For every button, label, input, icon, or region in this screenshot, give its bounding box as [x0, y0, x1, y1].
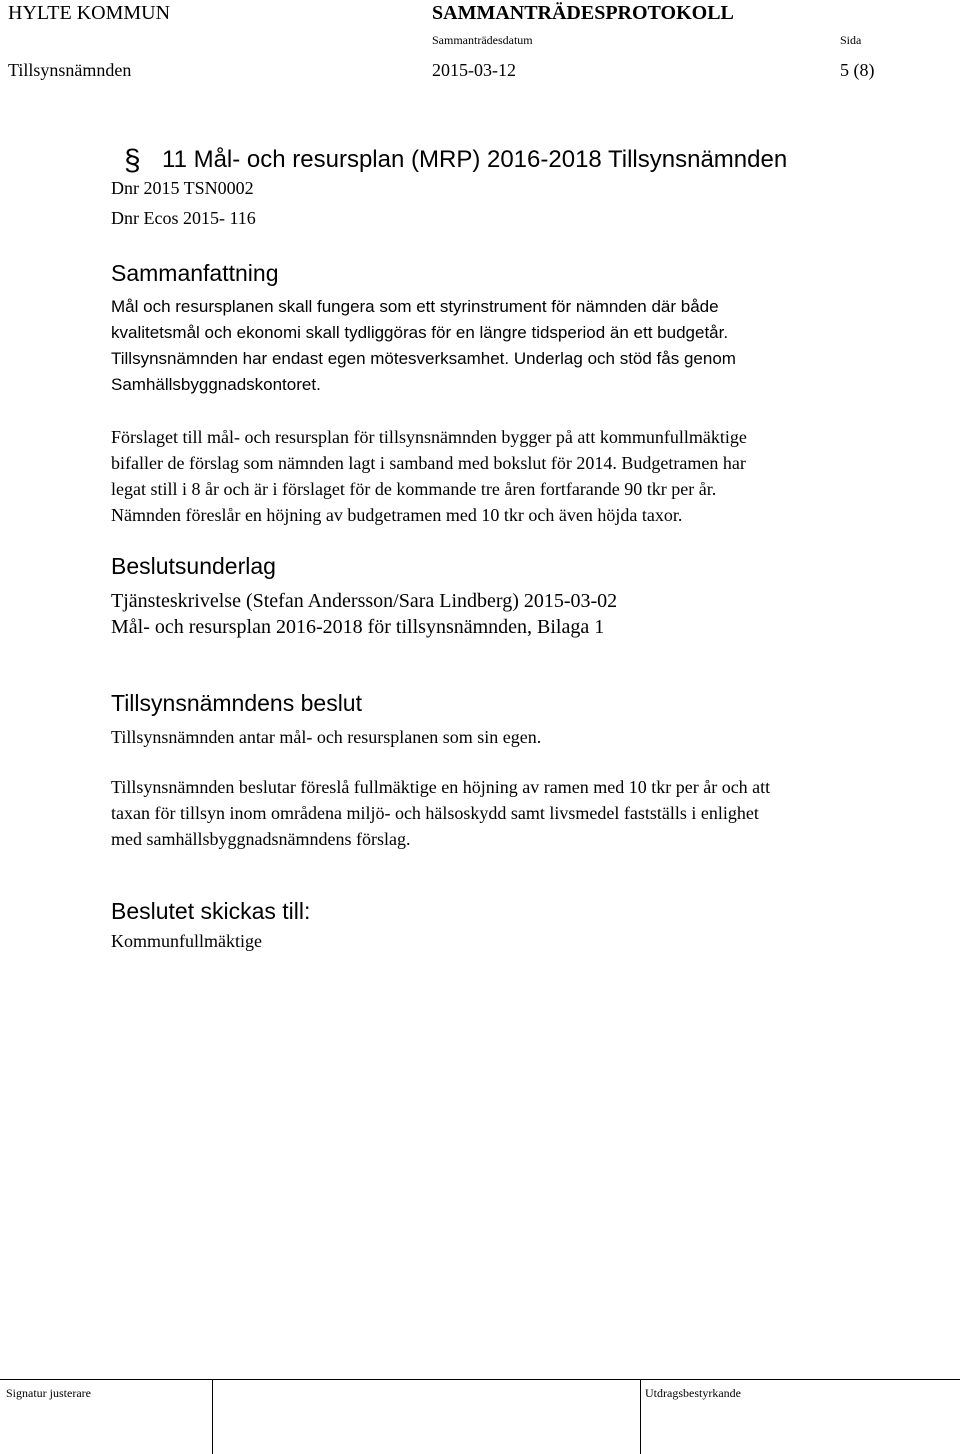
- skickas-heading: Beslutet skickas till:: [111, 898, 311, 924]
- document-reference: Tjänsteskrivelse (Stefan Andersson/Sara Lindberg) 2015-03-02: [111, 590, 618, 612]
- dnr-ecos-number: Dnr Ecos 2015- 116: [111, 208, 256, 228]
- text-line: kvalitetsmål och ekonomi skall tydliggöras för en längre tidsperiod än ett budgetår.: [111, 323, 729, 342]
- text-line: Tillsynsnämnden antar mål- och resursplanen som sin egen.: [111, 727, 542, 747]
- text-line: bifaller de förslag som nämnden lagt i samband med bokslut för 2014. Budgetramen har: [111, 453, 746, 473]
- meeting-date: 2015-03-12: [432, 60, 516, 80]
- sammanfattning-heading: Sammanfattning: [111, 260, 279, 286]
- footer-divider: [640, 1379, 641, 1454]
- footer-rule: [0, 1379, 960, 1380]
- beslutsunderlag-list: [111, 588, 941, 640]
- sammanfattning-paragraph-2: [111, 424, 941, 528]
- page-number: 5 (8): [840, 60, 875, 80]
- text-line: Tillsynsnämnden har endast egen mötesverksamhet. Underlag och stöd fås genom: [111, 349, 736, 368]
- recipient: Kommunfullmäktige: [111, 931, 262, 951]
- beslut-paragraph-2: [111, 774, 941, 852]
- text-line: Samhällsbyggnadskontoret.: [111, 375, 321, 394]
- meeting-date-label: Sammanträdesdatum: [432, 33, 533, 47]
- document-reference: Mål- och resursplan 2016-2018 för tillsynsnämnden, Bilaga 1: [111, 616, 605, 638]
- document-title: SAMMANTRÄDESPROTOKOLL: [432, 2, 734, 24]
- text-line: taxan för tillsyn inom områdena miljö- och hälsoskydd samt livsmedel fastställs i enlighet: [111, 803, 759, 823]
- beslut-heading: Tillsynsnämndens beslut: [111, 690, 362, 716]
- signature-label: Signatur justerare: [6, 1386, 91, 1400]
- beslutsunderlag-heading: Beslutsunderlag: [111, 553, 276, 579]
- section-title: 11 Mål- och resursplan (MRP) 2016-2018 Tillsynsnämnden: [162, 146, 788, 173]
- sammanfattning-paragraph-1: [111, 294, 941, 398]
- text-line: med samhällsbyggnadsnämndens förslag.: [111, 829, 411, 849]
- text-line: Mål och resursplanen skall fungera som ett styrinstrument för nämnden där både: [111, 297, 719, 316]
- committee-name: Tillsynsnämnden: [8, 60, 132, 80]
- text-line: Tillsynsnämnden beslutar föreslå fullmäktige en höjning av ramen med 10 tkr per år och att: [111, 777, 771, 797]
- certification-label: Utdragsbestyrkande: [645, 1386, 741, 1400]
- page-label: Sida: [840, 33, 862, 47]
- dnr-number: Dnr 2015 TSN0002: [111, 178, 254, 198]
- text-line: legat still i 8 år och är i förslaget för de kommande tre åren fortfarande 90 tkr per år.: [111, 479, 717, 499]
- organization-name: HYLTE KOMMUN: [8, 2, 171, 24]
- text-line: Förslaget till mål- och resursplan för tillsynsnämnden bygger på att kommunfullmäktige: [111, 427, 747, 447]
- beslut-paragraph-1: [111, 724, 941, 750]
- paragraph-symbol: §: [124, 144, 141, 177]
- text-line: Nämnden föreslår en höjning av budgetramen med 10 tkr och även höjda taxor.: [111, 505, 683, 525]
- footer-divider: [212, 1379, 213, 1454]
